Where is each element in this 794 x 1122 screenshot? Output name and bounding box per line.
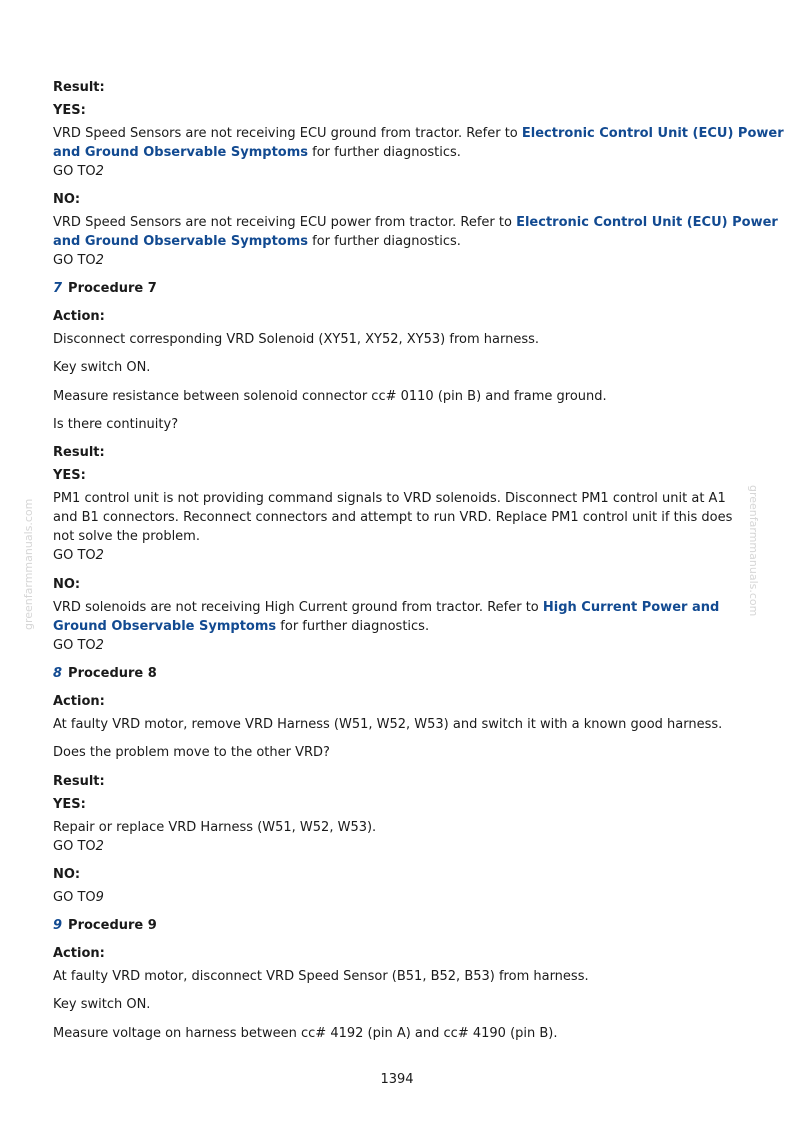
action-heading: Action: xyxy=(53,309,105,324)
result-text: VRD Speed Sensors are not receiving ECU power from tractor. Refer to Electronic Control Unit (ECU) Power xyxy=(53,215,778,230)
result-text: VRD Speed Sensors are not receiving ECU ground from tractor. Refer to Electronic Control Unit (ECU) Power xyxy=(53,126,784,141)
goto-line: GO TO2 xyxy=(53,548,104,563)
result-text: not solve the problem. xyxy=(53,529,200,544)
goto-step-link[interactable]: 9 xyxy=(95,890,104,905)
procedure-number: 8 xyxy=(53,666,63,681)
procedure-heading: 7 Procedure 7 xyxy=(53,281,157,296)
question-text: Is there continuity? xyxy=(53,417,179,432)
high-current-power-ground-link[interactable]: Ground Observable Symptoms xyxy=(53,619,277,634)
result-text: Repair or replace VRD Harness (W51, W52, W53). xyxy=(53,820,377,835)
ecu-power-ground-link[interactable]: and Ground Observable Symptoms xyxy=(53,234,309,249)
result-heading: Result: xyxy=(53,774,105,789)
question-text: Does the problem move to the other VRD? xyxy=(53,745,330,760)
action-text: Measure resistance between solenoid connector cc# 0110 (pin B) and frame ground. xyxy=(53,389,607,404)
action-heading: Action: xyxy=(53,946,105,961)
action-heading: Action: xyxy=(53,694,105,709)
yes-heading: YES: xyxy=(53,103,86,118)
goto-line: GO TO2 xyxy=(53,638,104,653)
yes-heading: YES: xyxy=(53,797,86,812)
procedure-heading: 8 Procedure 8 xyxy=(53,666,157,681)
action-text: At faulty VRD motor, remove VRD Harness (W51, W52, W53) and switch it with a known good harness. xyxy=(53,717,723,732)
procedure-number: 9 xyxy=(53,918,63,933)
action-text: Disconnect corresponding VRD Solenoid (XY51, XY52, XY53) from harness. xyxy=(53,332,539,347)
goto-step-link[interactable]: 2 xyxy=(95,839,104,854)
ecu-power-ground-link[interactable]: Electronic Control Unit (ECU) Power xyxy=(521,126,784,141)
result-heading: Result: xyxy=(53,445,105,460)
action-text: At faulty VRD motor, disconnect VRD Speed Sensor (B51, B52, B53) from harness. xyxy=(53,969,589,984)
page-number: 1394 xyxy=(380,1072,414,1087)
no-heading: NO: xyxy=(53,867,81,882)
watermark-left: greenfarmmanuals.com xyxy=(22,498,35,630)
result-text: and Ground Observable Symptoms for further diagnostics. xyxy=(53,234,461,249)
action-text: Key switch ON. xyxy=(53,997,151,1012)
procedure-number: 7 xyxy=(53,281,63,296)
watermark-right: greenfarmmanuals.com xyxy=(747,485,760,617)
goto-step-link[interactable]: 2 xyxy=(95,638,104,653)
goto-line: GO TO2 xyxy=(53,164,104,179)
goto-line: GO TO2 xyxy=(53,253,104,268)
result-text: VRD solenoids are not receiving High Current ground from tractor. Refer to High Current Power and xyxy=(53,600,720,615)
ecu-power-ground-link[interactable]: and Ground Observable Symptoms xyxy=(53,145,309,160)
goto-line: GO TO9 xyxy=(53,890,104,905)
no-heading: NO: xyxy=(53,577,81,592)
result-text: PM1 control unit is not providing command signals to VRD solenoids. Disconnect PM1 control unit at A1 xyxy=(53,491,726,506)
ecu-power-ground-link[interactable]: Electronic Control Unit (ECU) Power xyxy=(516,215,778,230)
no-heading: NO: xyxy=(53,192,81,207)
result-text: and Ground Observable Symptoms for further diagnostics. xyxy=(53,145,461,160)
result-text: and B1 connectors. Reconnect connectors and attempt to run VRD. Replace PM1 control unit if this does xyxy=(53,510,733,525)
goto-step-link[interactable]: 2 xyxy=(95,548,104,563)
procedure-heading: 9 Procedure 9 xyxy=(53,918,157,933)
high-current-power-ground-link[interactable]: High Current Power and xyxy=(542,600,720,615)
result-text: Ground Observable Symptoms for further diagnostics. xyxy=(53,619,430,634)
action-text: Measure voltage on harness between cc# 4192 (pin A) and cc# 4190 (pin B). xyxy=(53,1026,558,1041)
yes-heading: YES: xyxy=(53,468,86,483)
goto-step-link[interactable]: 2 xyxy=(95,253,104,268)
result-heading: Result: xyxy=(53,80,105,95)
goto-line: GO TO2 xyxy=(53,839,104,854)
action-text: Key switch ON. xyxy=(53,360,151,375)
goto-step-link[interactable]: 2 xyxy=(95,164,104,179)
